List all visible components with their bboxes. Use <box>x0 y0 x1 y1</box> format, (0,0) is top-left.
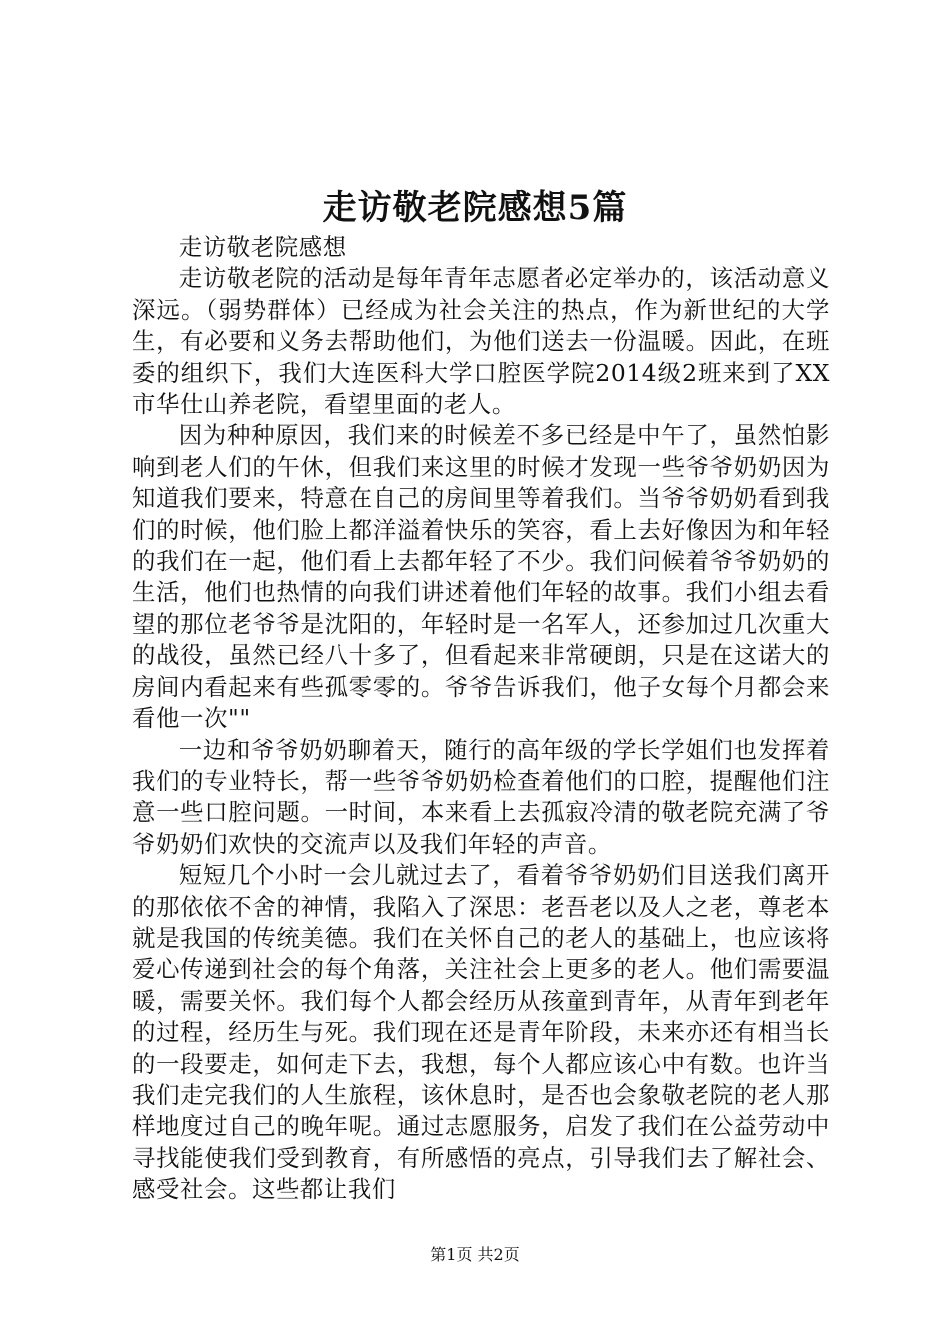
document-body <box>132 232 830 1206</box>
paragraph-4: 短短几个小时一会儿就过去了，看着爷爷奶奶们目送我们离开的那依依不舍的神情，我陷入了深思：老吾老以及人之老，尊老本就是我国的传统美德。我们在关怀自己的老人的基础上，也应该将爱心传递到社会的每个角落，关注社会上更多的老人。他们需要温暖，需要关怀。我们每个人都会经历从孩童到青年，从青年到老年的过程，经历生与死。我们现在还是青年阶段，未来亦还有相当长的一段要走，如何走下去，我想，每个人都应该心中有数。也许当我们走完我们的人生旅程，该休息时，是否也会象敬老院的老人那样地度过自己的晚年呢。通过志愿服务，启发了我们在公益劳动中寻找能使我们受到教育，有所感悟的亮点，引导我们去了解社会、感受社会。这些都让我们 <box>132 861 830 1204</box>
document-subtitle: 走访敬老院感想 <box>178 233 347 261</box>
document-title: 走访敬老院感想5篇 <box>322 188 628 228</box>
paragraph-3: 一边和爷爷奶奶聊着天，随行的高年级的学长学姐们也发挥着我们的专业特长，帮一些爷爷奶奶检查着他们的口腔，提醒他们注意一些口腔问题。一时间，本来看上去孤寂冷清的敬老院充满了爷爷奶奶们欢快的交流声以及我们年轻的声音。 <box>132 735 830 858</box>
paragraph-1: 走访敬老院的活动是每年青年志愿者必定举办的，该活动意义深远。（弱势群体）已经成为社会关注的热点，作为新世纪的大学生，有必要和义务去帮助他们，为他们送去一份温暖。因此，在班委的组织下，我们大连医科大学口腔医学院2014级2班来到了XX市华仕山养老院，看望里面的老人。 <box>132 264 830 419</box>
paragraph-2: 因为种种原因，我们来的时候差不多已经是中午了，虽然怕影响到老人们的午休，但我们来这里的时候才发现一些爷爷奶奶因为知道我们要来，特意在自己的房间里等着我们。当爷爷奶奶看到我们的时候，他们脸上都洋溢着快乐的笑容，看上去好像因为和年轻的我们在一起，他们看上去都年轻了不少。我们问候着爷爷奶奶的生活，他们也热情的向我们讲述着他们年轻的故事。我们小组去看望的那位老爷爷是沈阳的，年轻时是一名军人，还参加过几次重大的战役，虽然已经八十多了，但看起来非常硬朗，只是在这诺大的房间内看起来有些孤零零的。爷爷告诉我们，他子女每个月都会来看他一次"" <box>132 421 830 733</box>
page-number-footer: 第1页 共2页 <box>430 1245 520 1264</box>
